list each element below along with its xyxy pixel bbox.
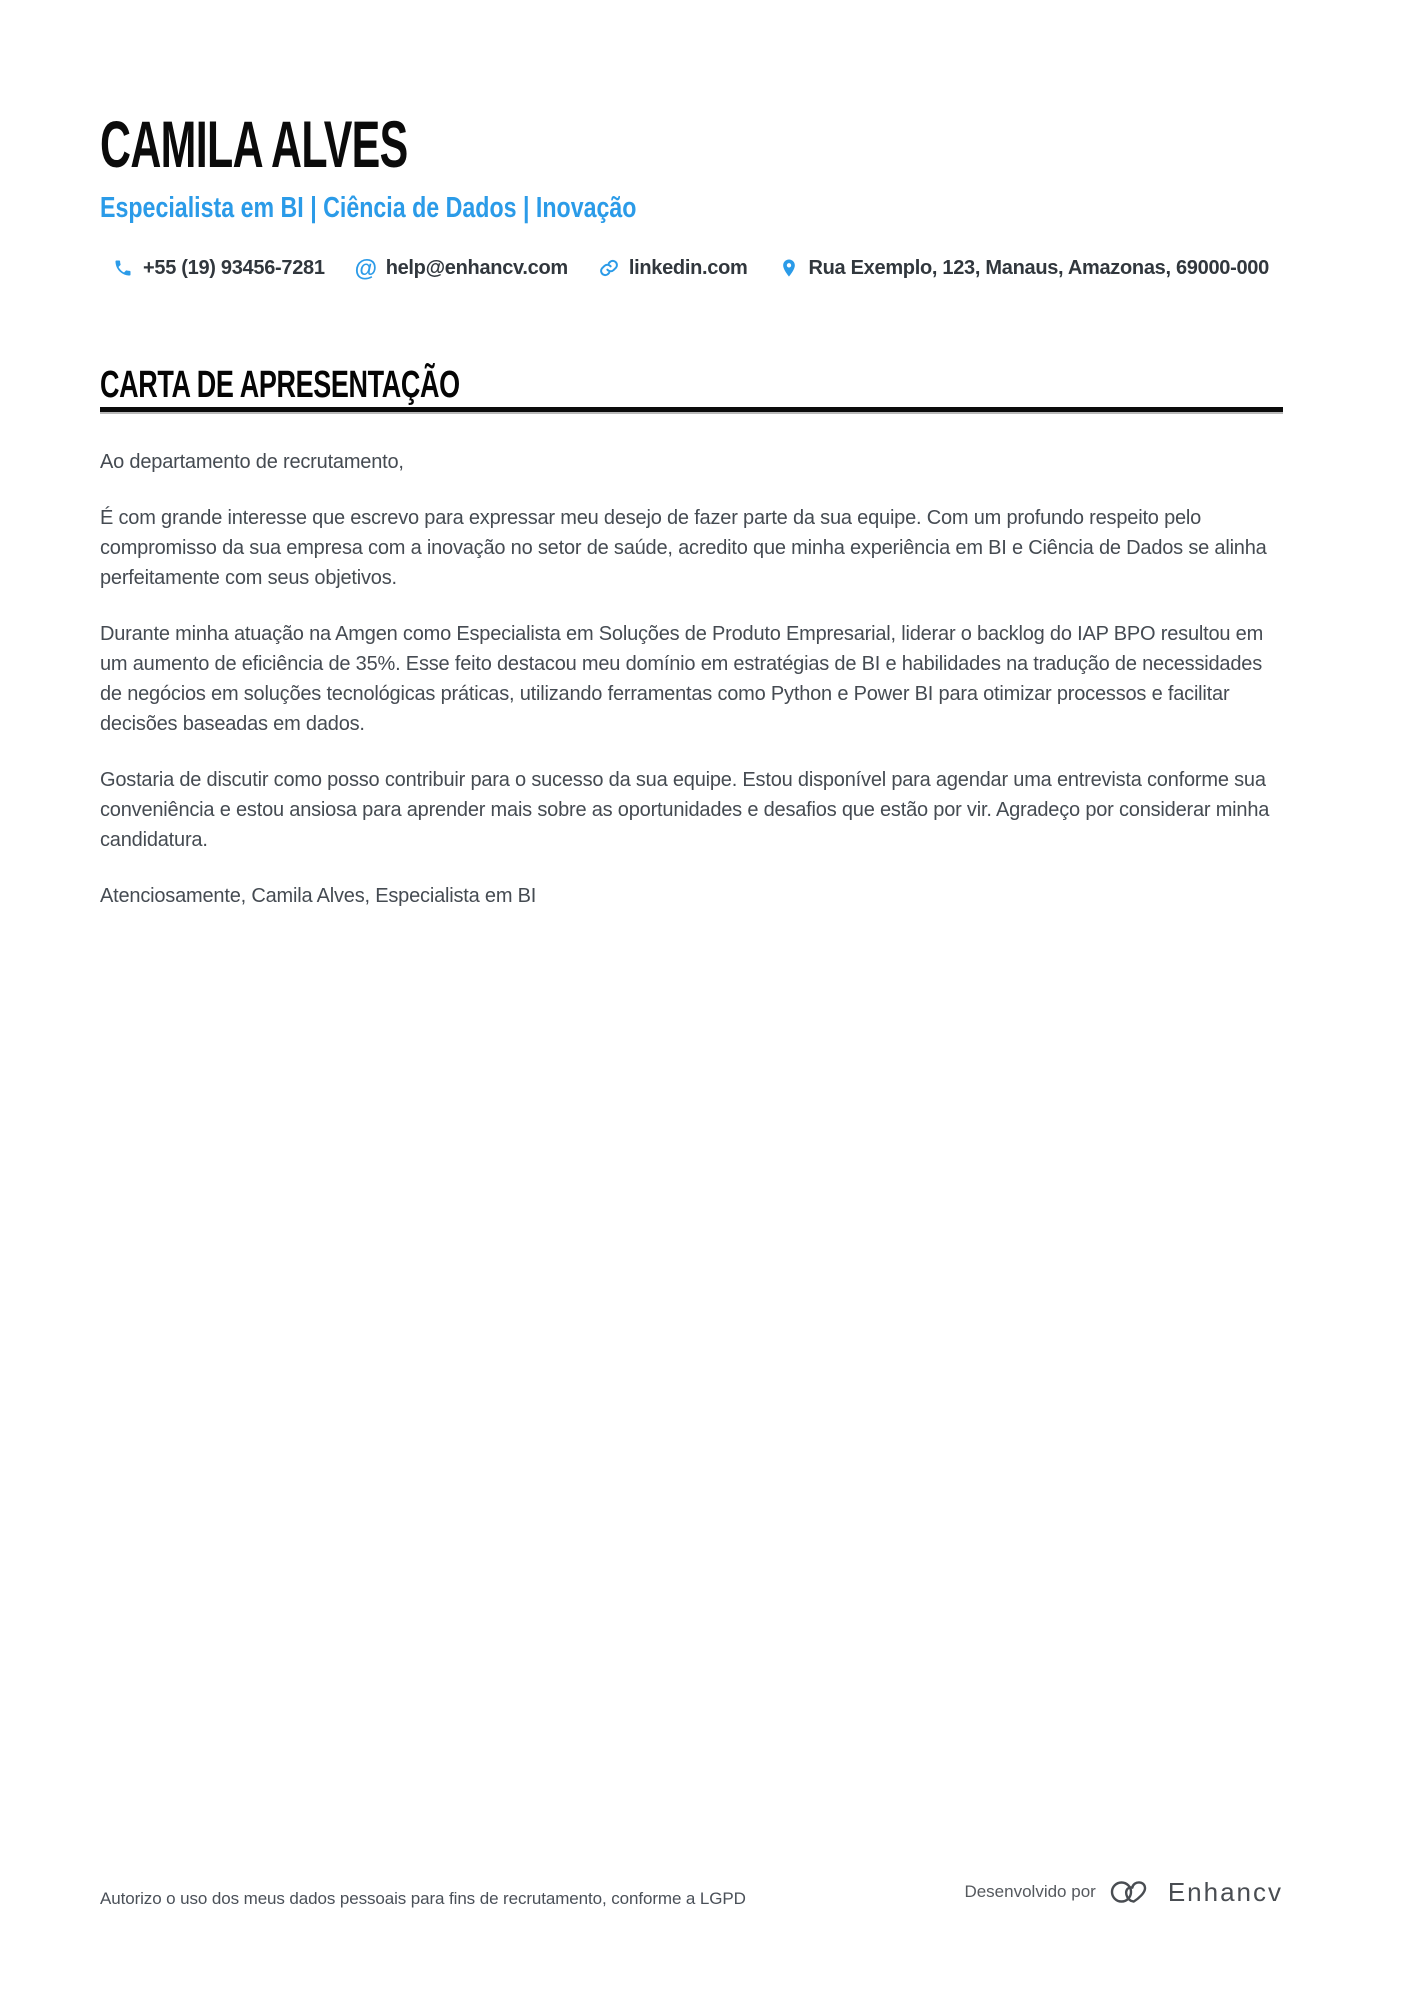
at-icon: @ <box>354 255 377 281</box>
letter-body <box>100 447 1285 937</box>
contact-email-label: help@enhancv.com <box>385 256 568 279</box>
section-title: CARTA DE APRESENTAÇÃO <box>100 364 460 406</box>
letter-salutation: Ao departamento de recrutamento, <box>100 451 404 473</box>
link-icon <box>598 256 620 280</box>
contact-address-label: Rua Exemplo, 123, Manaus, Amazonas, 69000-000 <box>808 256 1269 279</box>
powered-by-label: Desenvolvido por <box>964 1882 1096 1901</box>
location-pin-icon <box>778 256 800 280</box>
contact-row <box>112 250 1269 286</box>
contact-address[interactable] <box>778 256 1269 280</box>
letter-paragraph: É com grande interesse que escrevo para expressar meu desejo de fazer parte da sua equipe. Com um profundo respeito pelo compromisso da sua empresa com a inovação no setor de saúde, acredito que minha experiência em BI e Ciência de Dados se alinha perfeitamente com seus objetivos. <box>100 507 1267 589</box>
contact-linkedin-label: linkedin.com <box>628 256 748 279</box>
contact-email[interactable] <box>355 256 568 280</box>
letter-signoff: Atenciosamente, Camila Alves, Especialista em BI <box>100 885 537 907</box>
person-title: Especialista em BI | Ciência de Dados | Inovação <box>100 192 637 224</box>
person-name: CAMILA ALVES <box>100 107 408 181</box>
contact-phone[interactable] <box>112 256 325 280</box>
contact-phone-label: +55 (19) 93456-7281 <box>143 256 325 279</box>
enhancv-logo-icon <box>1109 1876 1155 1908</box>
letter-paragraph: Durante minha atuação na Amgen como Especialista em Soluções de Produto Empresarial, liderar o backlog do IAP BPO resultou em um aumento de eficiência de 35%. Esse feito destacou meu domínio em estratégias de BI e habilidades na tradução de necessidades de negócios em soluções tecnológicas práticas, utilizando ferramentas como Python e Power BI para otimizar processos e facilitar decisões baseadas em dados. <box>100 623 1264 735</box>
phone-icon <box>112 256 134 280</box>
letter-paragraph: Gostaria de discutir como posso contribuir para o sucesso da sua equipe. Estou disponível para agendar uma entrevista conforme sua conveniência e estou ansiosa para aprender mais sobre as oportunidades e desafios que estão por vir. Agradeço por considerar minha candidatura. <box>100 769 1270 851</box>
enhancv-wordmark: Enhancv <box>1167 1876 1283 1907</box>
powered-by-enhancv[interactable] <box>964 1876 1283 1908</box>
lgpd-disclaimer: Autorizo o uso dos meus dados pessoais para fins de recrutamento, conforme a LGPD <box>100 1889 746 1908</box>
contact-linkedin[interactable] <box>598 256 748 280</box>
section-divider <box>100 407 1283 412</box>
